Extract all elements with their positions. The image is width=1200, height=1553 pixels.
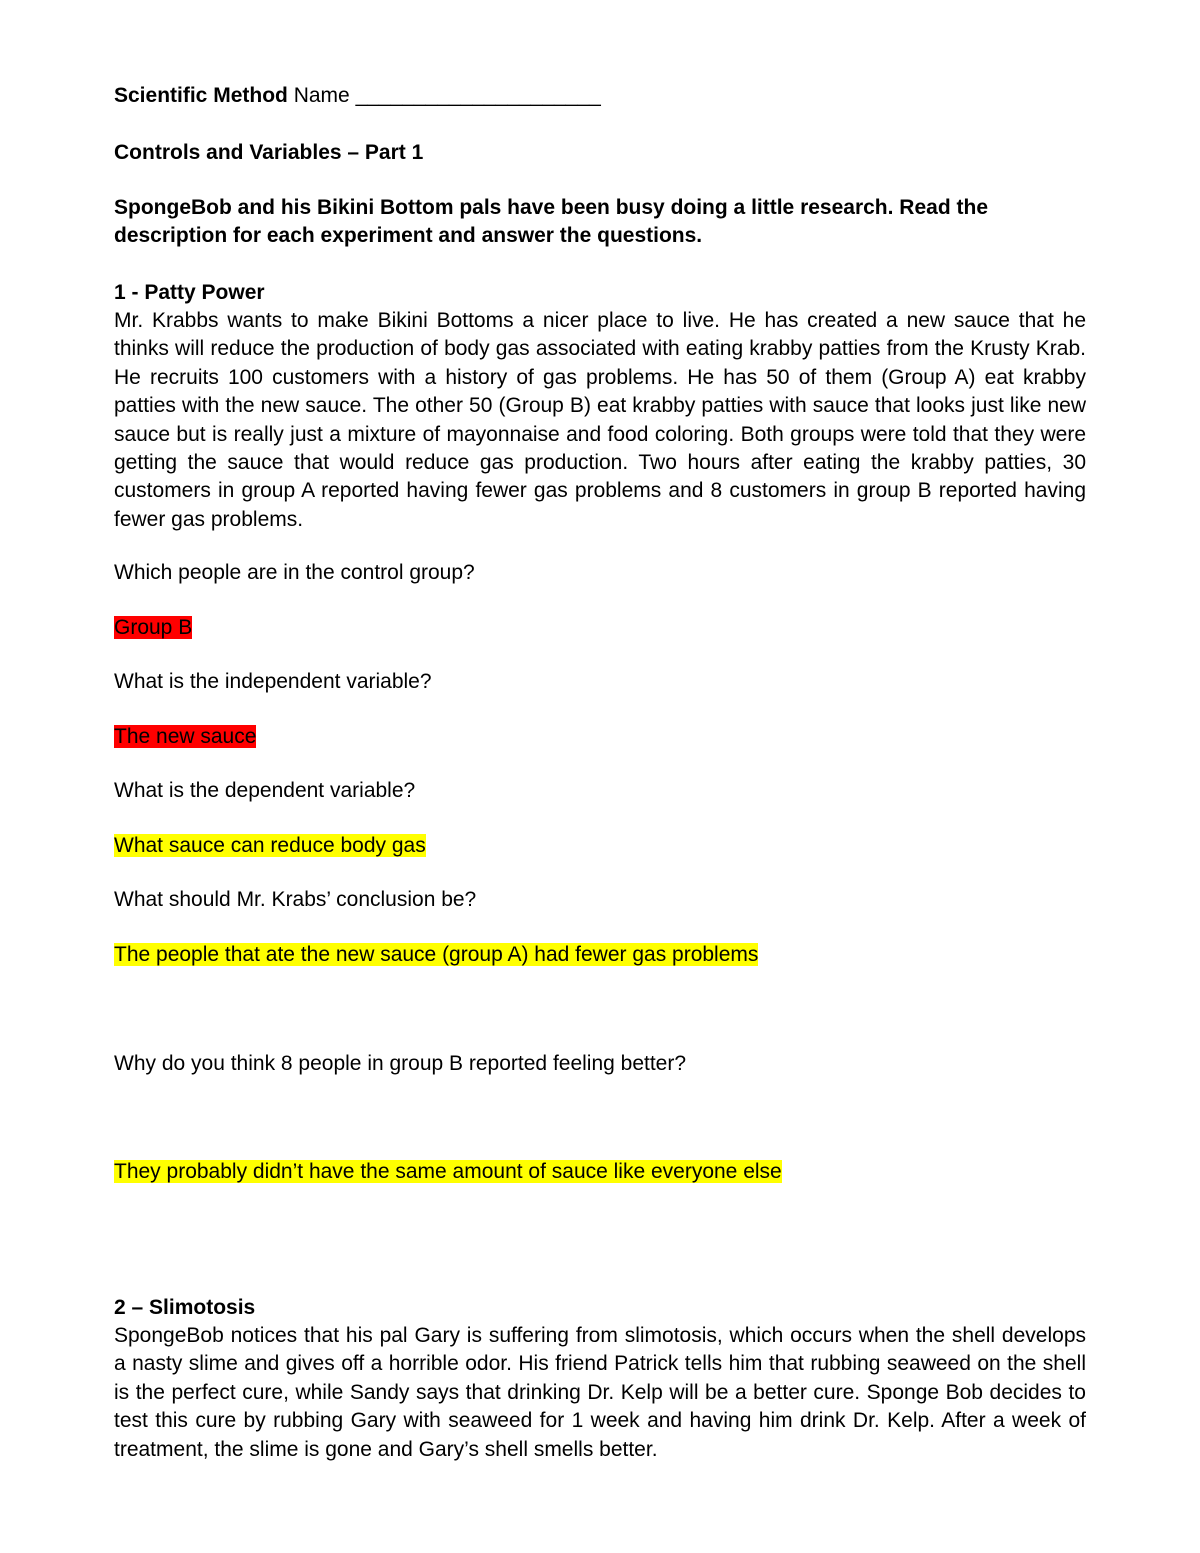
worksheet-title: Scientific Method <box>114 84 288 107</box>
name-blank: _____________________ <box>355 84 601 107</box>
name-label: Name <box>293 84 350 107</box>
answer-control-group <box>114 614 192 642</box>
question-control-group: Which people are in the control group? <box>114 561 475 584</box>
subtitle: Controls and Variables – Part 1 <box>114 141 424 164</box>
answer-group-b-better <box>114 1158 782 1186</box>
question-independent-variable: What is the independent variable? <box>114 670 432 693</box>
question-group-b-better: Why do you think 8 people in group B reported feeling better? <box>114 1052 687 1075</box>
answer-dependent-variable-text: What sauce can reduce body gas <box>114 834 426 857</box>
answer-conclusion <box>114 941 758 969</box>
section-1-heading: 1 - Patty Power <box>114 281 265 304</box>
answer-dependent-variable <box>114 832 426 860</box>
header-line <box>114 82 601 110</box>
intro-text: SpongeBob and his Bikini Bottom pals have been busy doing a little research. Read the description for each experiment and answer the questions. <box>114 196 988 248</box>
answer-independent-variable <box>114 723 256 751</box>
section-2-heading: 2 – Slimotosis <box>114 1296 256 1319</box>
section-1-body: Mr. Krabbs wants to make Bikini Bottoms a nicer place to live. He has created a new sauce that he thinks will reduce the production of body gas associated with eating krabby patties from the Krusty Krab. He recruits 100 customers with a history of gas problems. He has 50 of them (Group A) eat krabby patties with the new sauce. The other 50 (Group B) eat krabby patties with sauce that looks just like new sauce but is really just a mixture of mayonnaise and food coloring. Both groups were told that they were getting the sauce that would reduce gas production. Two hours after eating the krabby patties, 30 customers in group A reported having fewer gas problems and 8 customers in group B reported having fewer gas problems. <box>114 309 1086 531</box>
answer-independent-variable-text: The new sauce <box>114 725 257 748</box>
answer-conclusion-text: The people that ate the new sauce (group A) had fewer gas problems <box>114 943 759 966</box>
question-conclusion: What should Mr. Krabs’ conclusion be? <box>114 888 477 911</box>
answer-group-b-better-text: They probably didn’t have the same amount of sauce like everyone else <box>114 1160 782 1183</box>
section-2-body: SpongeBob notices that his pal Gary is suffering from slimotosis, which occurs when the shell develops a nasty slime and gives off a horrible odor. His friend Patrick tells him that rubbing seaweed on the shell is the perfect cure, while Sandy says that drinking Dr. Kelp will be a better cure. Sponge Bob decides to test this cure by rubbing Gary with seaweed for 1 week and having him drink Dr. Kelp. After a week of treatment, the slime is gone and Gary’s shell smells better. <box>114 1324 1086 1461</box>
answer-control-group-text: Group B <box>114 616 193 639</box>
question-dependent-variable: What is the dependent variable? <box>114 779 416 802</box>
